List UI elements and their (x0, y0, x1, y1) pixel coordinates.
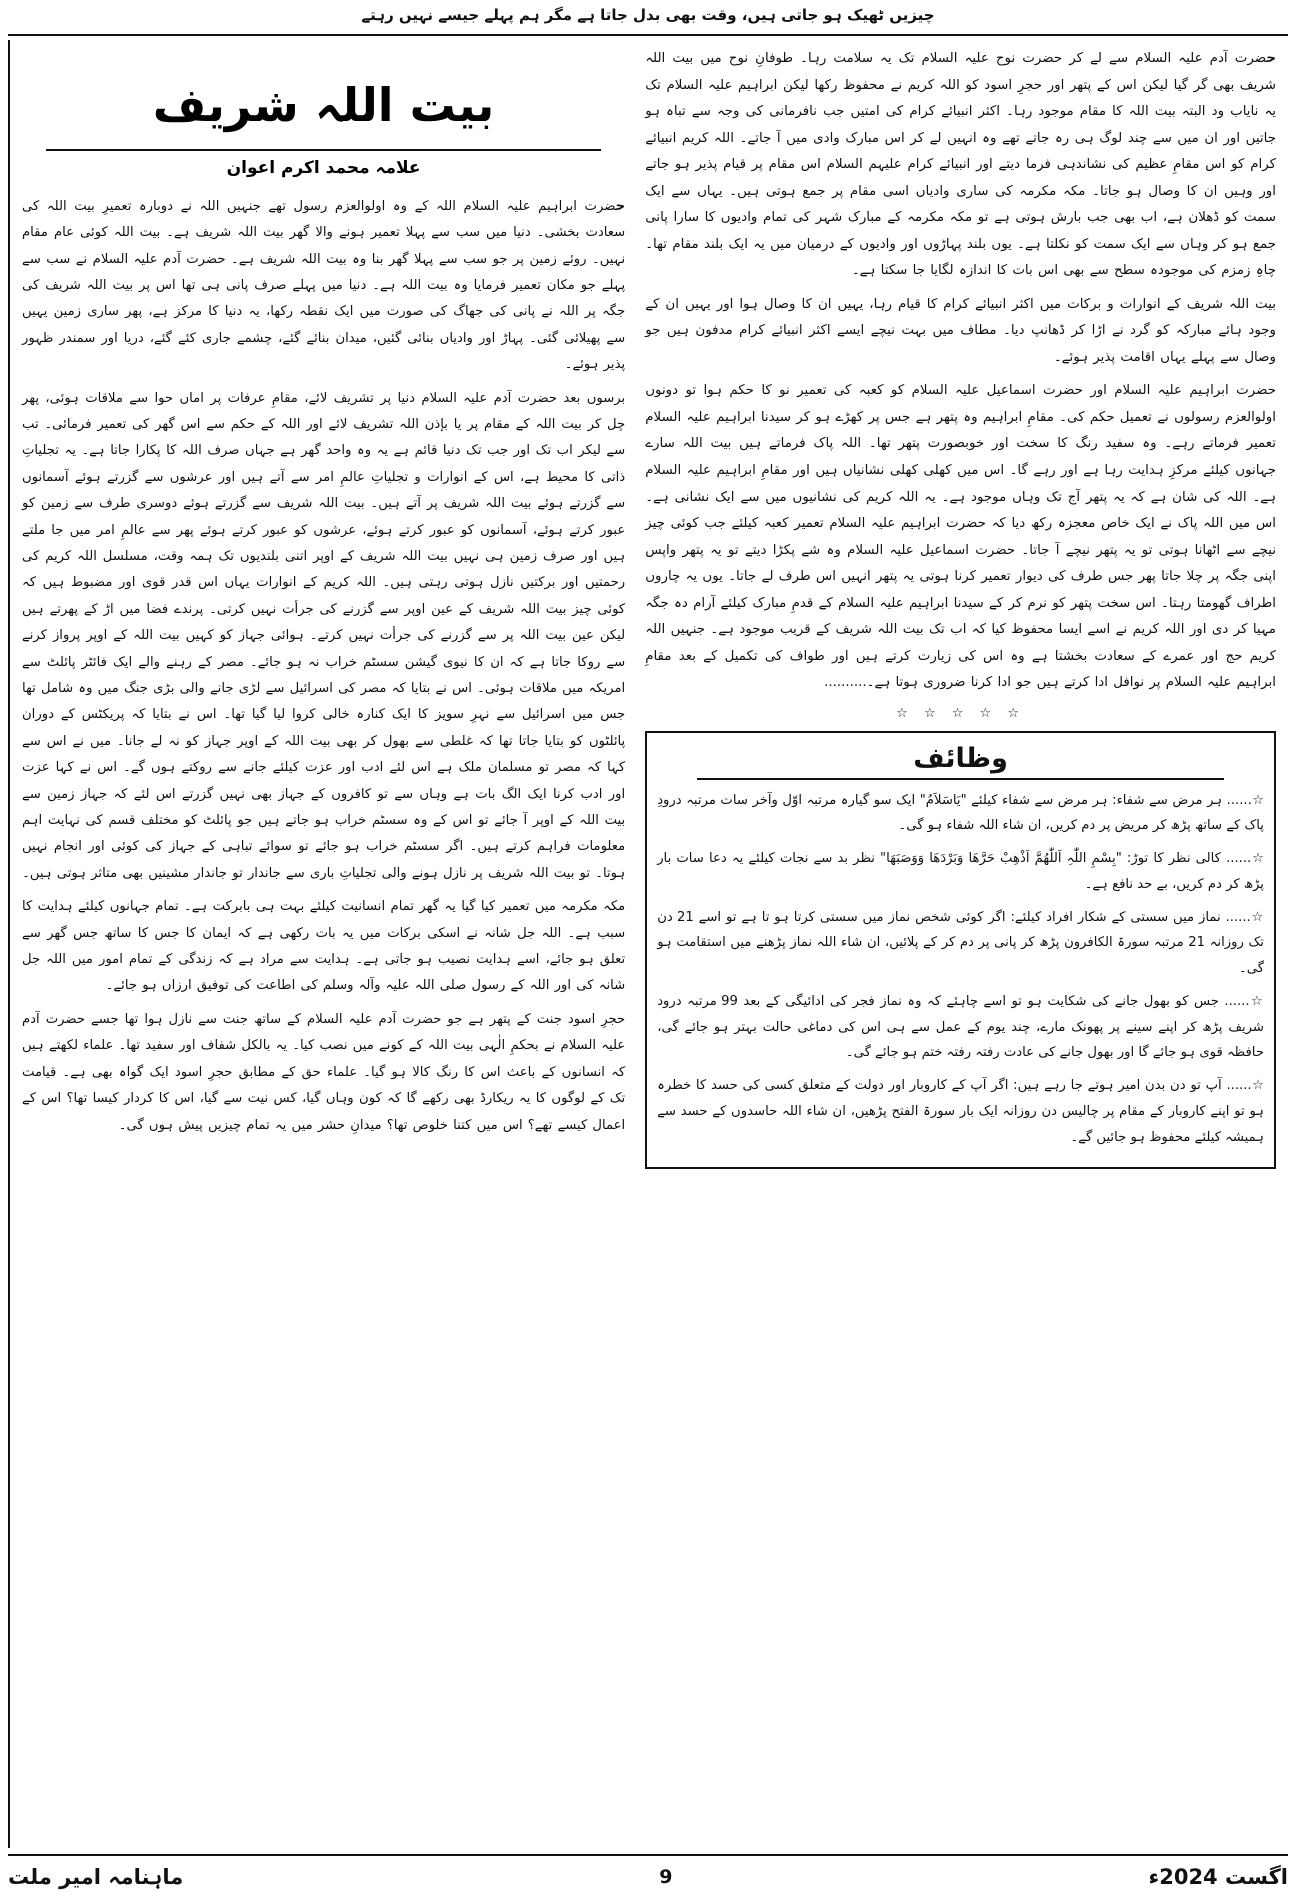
wazaif-title: وظائف (913, 742, 1008, 774)
article-byline: علامہ محمد اکرم اعوان (226, 157, 421, 178)
article-title: بیت اللہ شریف (152, 78, 495, 132)
footer-divider (8, 1854, 1288, 1856)
article-paragraph: مکہ مکرمہ میں تعمیر کیا گیا یہ گھر تمام انسانیت کیلئے بہت ہی بابرکت ہے۔ تمام جہانوں کیلئے ہدایت کا سبب ہے۔ اللہ جل شانہ نے اسکی برکات میں یہ بات رکھی ہے کہ ایمان کا جس کا ساتھ جس گھر سے تعلق ہو جائے، اسے ہدایت نصیب ہو جاتی ہے۔ ہدایت سے مراد ہے کہ زندگی کے تمام امور میں اللہ جل شانہ کی اور اللہ کے رسول صلی اللہ علیہ وآلہ وسلم کی اطاعت کی توفیق ارزاں ہو جائے۔ (22, 899, 626, 994)
wazaif-item: ☆...... آپ تو دن بدن امیر ہوتے جا رہے ہیں: اگر آپ کے کاروبار اور دولت کے متعلق کسی کی حسد کا خطرہ ہو تو اپنے کاروبار کے مقام پر چالیس دن روزانہ ایک بار سورۃ الفتح پڑھیں، ان شاء اللہ حاسدوں کے حسد سے ہمیشہ کیلئے محفوظ ہو جائیں گے۔ (657, 1078, 1264, 1145)
article-paragraph: بیت اللہ شریف کے انوارات و برکات میں اکثر انبیائے کرام کا قیام رہا، یہیں ان کا وصال ہوا اور یہیں ان کے وجود ہائے مبارکہ کو گرد نے اڑا کر ڈھانپ دیا۔ مطاف میں بہت نیچے ایسے اکثر انبیائے کرام مدفون ہیں جو وصال سے پہلے یہاں اقامت پذیر ہوئے۔ (645, 296, 1276, 365)
wazaif-item: ☆...... کالی نظر کا توڑ: "بِسْمِ اللّٰہِ اَللّٰھُمَّ اَذْھِبْ حَرَّھَا وَبَرْدَھَا وَوَصَبَھَا" نظر بد سے نجات کیلئے یہ دعا سات بار پڑھ کر دم کریں، بے حد نافع ہے۔ (657, 851, 1264, 892)
page-footer (8, 1860, 1288, 1894)
running-header: چیزیں ٹھیک ہو جاتی ہیں، وقت بھی بدل جاتا ہے مگر ہم پہلے جیسے نہیں رہتے (361, 6, 935, 24)
section-divider-stars: ☆ ☆ ☆ ☆ ☆ (896, 705, 1025, 721)
wazaif-item: ☆...... نماز میں سستی کے شکار افراد کیلئے: اگر کوئی شخص نماز میں سستی کرتا ہو تا ہے تو اسے 21 دن تک روزانہ 21 مرتبہ سورۃ الکافرون پڑھ کر پانی پر دم کر کے پلائیں، ان شاء اللہ نماز پڑھنے میں استقامت ہو گی۔ (657, 909, 1264, 977)
page-body (8, 40, 1288, 1848)
article-paragraph: حضرت ابراہیم علیہ السلام اور حضرت اسماعیل علیہ السلام کو کعبہ کی تعمیر نو کا حکم ہوا تو دونوں اولوالعزم رسولوں نے تعمیل حکم کی۔ مقامِ ابراہیم وہ پتھر ہے جس پر کھڑے ہو کر سیدنا ابراہیم علیہ السلام تعمیر فرماتے رہے۔ وہ سفید رنگ کا سخت اور خوبصورت پتھر تھا۔ اللہ پاک فرماتے ہیں بیت اللہ سارے جہانوں کیلئے مرکزِ ہدایت رہا ہے اور رہے گا۔ اس میں کھلی کھلی نشانیاں ہیں اور مقامِ ابراہیم علیہ السلام ہے۔ اللہ کی شان ہے کہ یہ پتھر آج تک وہاں موجود ہے۔ یہ اللہ کریم کی نشانیوں میں سے ایک نشانی ہے۔ اس میں اللہ پاک نے ایک خاص معجزہ رکھ دیا کہ حضرت ابراہیم علیہ السلام تعمیر کعبہ کیلئے جب کوئی چیز نیچے سے اٹھانا ہوتی تو یہ پتھر نیچے آ جاتا۔ حضرت اسماعیل علیہ السلام وہ شے پکڑا دیتے تو یہ پتھر واپس اپنی جگہ پر چلا جاتا پھر جس طرف کی دیوار تعمیر کرنا ہوتی یہ پتھر انہیں اس طرف لے جاتا۔ یوں یہ چاروں اطراف گھومتا رہتا۔ اس سخت پتھر کو نرم کر کے سیدنا ابراہیم علیہ السلام کے قدمِ مبارک کیلئے آرام دہ جگہ مہیا کر دی اور اللہ کریم نے اسے ایسا محفوظ کیا کہ اب تک بیت اللہ شریف کے قریب موجود ہے۔ جنہیں اللہ کریم حج اور عمرے کے سعادت بخشتا ہے وہ اس کی زیارت کرتے ہیں اور طواف کی تکمیل کے بعد مقامِ ابراہیم علیہ السلام پر نوافل ادا کرتے ہیں جو ادا کرنا ضروری ہوتا ہے۔.......... (645, 383, 1276, 691)
page-number: 9 (659, 1866, 673, 1888)
article-paragraph: حضرت ابراہیم علیہ السلام اللہ کے وہ اولوالعزم رسول تھے جنہیں اللہ نے دوبارہ تعمیرِ بیت اللہ کی سعادت بخشی۔ دنیا میں سب سے پہلا تعمیر ہونے والا گھر بیت اللہ شریف ہے۔ بیت اللہ کوئی عام مقام نہیں۔ روئے زمین پر جو سب سے پہلا گھر بنا وہ بیت اللہ شریف ہے۔ حضرت آدم علیہ السلام نے سب سے پہلے جو مکان تعمیر فرمایا وہ بیت اللہ ہے۔ دنیا میں پہلے صرف پانی ہی تھا اس پر بیت اللہ شریف کی جگہ پر اللہ نے پانی کی جھاگ کی صورت میں ایک نقطہ رکھا، یہ دنیا کا مرکز ہے، پھر ساری زمین یہیں سے پھیلائی گئی۔ پہاڑ اور وادیاں بنائی گئیں، میدان بنائے گئے، چشمے جاری کئے گئے، دریا اور سمندر ظہور پذیر ہوئے۔ (22, 198, 626, 373)
wazaif-title-divider (697, 778, 1224, 780)
wazaif-box (645, 731, 1276, 1170)
wazaif-item: ☆...... جس کو بھول جانے کی شکایت ہو تو اسے چاہئے کہ وہ نماز فجر کی ادائیگی کے بعد 99 مرتبہ درود شریف پڑھ کر اپنے سینے پر پھونک مارے، چند یوم کے عمل سے ہی اس کی دماغی حالت بہتر ہو جائے گی، حافظہ قوی ہو جائے گا اور بھول جانے کی عادت رفتہ رفتہ ختم ہو جائے گی۔ (657, 993, 1264, 1061)
footer-magazine-name: ماہنامہ امیر ملت (8, 1865, 184, 1889)
article-paragraph: برسوں بعد حضرت آدم علیہ السلام دنیا پر تشریف لائے، مقامِ عرفات پر اماں حوا سے ملاقات ہوئی، پھر چل کر بیت اللہ کے مقام پر یا بإذن اللہ تشریف لائے اور اللہ کے حکم سے اس گھر کی تعمیر فرمائی۔ تب سے لیکر اب تک اور جب تک دنیا قائم ہے یہ وہ واحد گھر ہے جہاں صرف اللہ کا پکارا جاتا ہے۔ یہ تجلیاتِ ذاتی کا محیط ہے، اس کے انوارات و تجلیاتِ عالمِ امر سے آتے ہیں اور عرشوں سے گزرتے ہوئے آسمانوں سے گزرتے ہوئے بیت اللہ شریف پر آتے ہیں۔ بیت اللہ شریف سے گزرتے ہوئے دوسری طرف سے زمین کو عبور کرتے ہوئے، آسمانوں کو عبور کرتے ہوئے، عرشوں کو عبور کرتے ہوئے پھر سے عالمِ امر میں جا ملتے ہیں اور صرف زمین ہی نہیں بیت اللہ شریف کے اوپر اتنی بلندیوں تک ہمہ وقت، مسلسل اللہ کریم کی رحمتیں اور برکتیں نازل ہوتی رہتی ہیں۔ اللہ کریم کے انوارات یہاں اس قدر قوی اور مضبوط ہیں کہ کوئی چیز بیت اللہ شریف کے عین اوپر سے گزرنے کی جرأت نہیں کرتی۔ پرندے فضا میں اڑ کے پھرتے ہیں لیکن عین بیت اللہ پر سے گزرنے کی جرأت نہیں کرتے۔ ہوائی جہاز کو کہیں بیت اللہ کے اوپر پرواز کرنے سے روکا جاتا ہے کہ ان کا نیوی گیشن سسٹم خراب نہ ہو جائے۔ مصر کے رہنے والے ایک فائٹر پائلٹ سے امریکہ میں ملاقات ہوئی۔ اس نے بتایا کہ مصر کی اسرائیل سے لڑی جانے والی بڑی جنگ میں وہ شامل تھا جس میں اسرائیل سے نہرِ سویز کا ایک کنارہ خالی کروا لیا گیا تھا۔ اس نے بتایا کہ پریکٹس کے دوران پائلٹوں کو بتایا جاتا تھا کہ غلطی سے بھول کر بھی بیت اللہ کے اوپر جہاز کو نہ لے جانا۔ میں نے اس سے کہا کہ مصر تو مسلمان ملک ہے اس لئے ادب اور عزت کیلئے جانے سے روکتے ہوں گے۔ اس نے کہا عزت اور ادب کرنا ایک الگ بات ہے وہاں سے تو کافروں کے جہاز بھی نہیں گزرتے اس لئے کہ جہاز زمین سے بیت اللہ کے اوپر آ جائے تو اس کے وہ سسٹم خراب ہو جاتے ہیں جو پائلٹ کو مختلف قسم کی نہایت اہم معلومات فراہم کرتے ہیں۔ اگر سسٹم خراب ہو جائے تو سوائے تباہی کے جہاز کی کوئی اور انجام نہیں ہوتا۔ تو بیت اللہ شریف پر نازل ہونے والی تجلیاتِ باری سے جاندار تو جاندار مشینیں بھی متاثر ہوتی ہیں۔ (22, 390, 626, 881)
footer-issue-date: اگست 2024ء (1148, 1865, 1288, 1889)
article-paragraph: حجرِ اسود جنت کے پتھر ہے جو حضرت آدم علیہ السلام کے ساتھ جنت سے نازل ہوا تھا جسے حضرت آدم علیہ السلام نے بحکمِ الٰہی بیت اللہ کے کونے میں نصب کیا۔ یہ بالکل شفاف اور سفید تھا۔ علماء لکھتے ہیں کہ انسانوں کے باعث اس کا رنگ کالا ہو گیا۔ علماء حق کے مطابق حجرِ اسود ایک گواہ بھی ہے۔ قیامت تک کے لوگوں کا یہ ریکارڈ بھی رکھے گا کہ کون وہاں گیا، کس نیت سے گیا، اس کا کردار کیسا تھا؟ اس کے اعمال کیسے تھے؟ اس میں کتنا خلوص تھا؟ میدانِ حشر میں یہ تمام چیزیں پیش ہوں گی۔ (22, 1011, 626, 1133)
article-paragraph: حضرت آدم علیہ السلام سے لے کر حضرت نوح علیہ السلام تک یہ سلامت رہا۔ طوفانِ نوح میں بیت اللہ شریف بھی گر گیا لیکن اس کے پتھر اور حجرِ اسود کو اللہ کریم نے محفوظ رکھا لیکن ابراہیم علیہ السلام تک یہ نایاب ود البتہ بیت اللہ کا مقام موجود رہا۔ اکثر انبیائے کرام کی امتیں جب نافرمانی کی وجہ سے تباہ ہو جاتیں اور ان میں سے چند لوگ ہی رہ جاتے تھے وہ انہیں لے کر اس مبارک وادی میں آ جاتے۔ اللہ کریم انبیائے کرام کو اس مقامِ عظیم کی نشاندہی فرما دیتے اور انبیائے کرام علیہم السلام اس مقام پر قیام پذیر ہو جاتے اور وہیں ان کا وصال ہو جاتا۔ مکہ مکرمہ کی ساری وادیاں اسی مقام پر جمع ہوتی ہیں۔ یہاں سے ایک سمت کو ڈھلان ہے، اب بھی جب بارش ہوتی ہے تو مکہ مکرمہ کے مبارک شہر کی تمام وادیوں کا سارا پانی جمع ہو کر وہاں سے ایک سمت کو نکلتا ہے۔ یوں بلند پہاڑوں اور وادیوں کے درمیان میں یہ ایک بلند مقام تھا۔ چاہِ زمزم کی موجودہ سطح سے بھی اس بات کا اندازہ لگایا جا سکتا ہے۔ (645, 51, 1276, 279)
column-left (635, 40, 1288, 1848)
column-right (8, 40, 635, 1848)
wazaif-item: ☆...... ہر مرض سے شفاء: ہر مرض سے شفاء کیلئے "یَاسَلاَمُ" ایک سو گیارہ مرتبہ اوّل وآخر سات مرتبہ درودِ پاک کے ساتھ پڑھ کر مریض پر دم کریں، ان شاء اللہ شفاء ہو گی۔ (657, 792, 1264, 834)
header-divider (8, 34, 1288, 36)
title-divider (46, 149, 601, 151)
article-masthead (22, 46, 625, 188)
